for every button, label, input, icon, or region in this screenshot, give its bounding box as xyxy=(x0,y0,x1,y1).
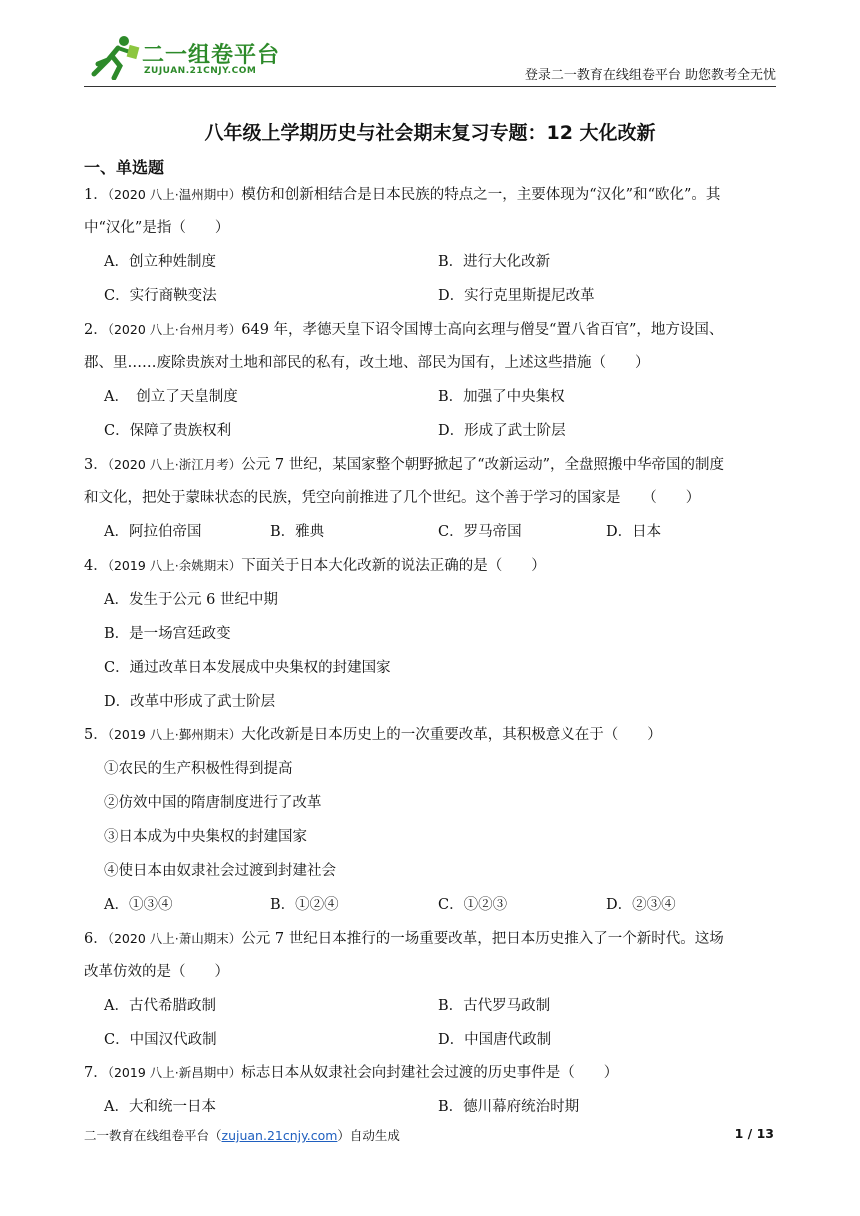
option-c[interactable]: C．通过改革日本发展成中央集权的封建国家 xyxy=(104,660,391,676)
footer-suffix: ）自动生成 xyxy=(337,1128,400,1143)
statement-3: ③日本成为中央集权的封建国家 xyxy=(104,829,307,845)
logo-subtitle: ZUJUAN.21CNJY.COM xyxy=(144,66,257,76)
question-2-line-1: 2．（2020 八上·台州月考）649 年，孝德天皇下诏令国博士高向玄理与僧旻“置八省百官”，地方设国、 xyxy=(84,322,724,338)
question-7-line-1: 7．（2019 八上·新昌期中）标志日本从奴隶社会向封建社会过渡的历史事件是（ ） xyxy=(84,1065,619,1081)
question-1-line-2: 中“汉化”是指（ ） xyxy=(84,220,230,236)
option-c[interactable]: C．实行商鞅变法 xyxy=(104,288,217,304)
option-b[interactable]: B．古代罗马政制 xyxy=(438,998,551,1014)
question-6-line-2: 改革仿效的是（ ） xyxy=(84,964,229,980)
option-a[interactable]: A．发生于公元 6 世纪中期 xyxy=(104,592,278,608)
question-5-line-1: 5．（2019 八上·鄞州期末）大化改新是日本历史上的一次重要改革，其积极意义在于（ ） xyxy=(84,727,662,743)
header-slogan: 登录二一教育在线组卷平台 助您教考全无忧 xyxy=(524,68,776,83)
footer-prefix: 二一教育在线组卷平台（ xyxy=(84,1128,222,1143)
statement-4: ④使日本由奴隶社会过渡到封建社会 xyxy=(104,863,336,879)
option-a[interactable]: A． 创立了天皇制度 xyxy=(104,389,238,405)
option-b[interactable]: B．是一场宫廷政变 xyxy=(104,626,231,642)
statement-2: ②仿效中国的隋唐制度进行了改革 xyxy=(104,795,322,811)
page-footer xyxy=(84,1126,400,1144)
option-d[interactable]: D．改革中形成了武士阶层 xyxy=(104,694,276,710)
option-c[interactable]: C．①②③ xyxy=(438,897,508,913)
question-1-line-1: 1．（2020 八上·温州期中）模仿和创新相结合是日本民族的特点之一，主要体现为“汉化”和“欧化”。其 xyxy=(84,187,721,203)
section-title: 一、单选题 xyxy=(84,158,165,177)
page-number: 1 / 13 xyxy=(734,1126,774,1141)
page-header xyxy=(84,30,776,86)
option-d[interactable]: D．②③④ xyxy=(606,897,676,913)
option-b[interactable]: B．德川幕府统治时期 xyxy=(438,1099,580,1115)
site-logo[interactable] xyxy=(84,34,284,80)
option-d[interactable]: D．日本 xyxy=(606,524,662,540)
question-2-line-2: 郡、里……废除贵族对土地和部民的私有，改土地、部民为国有，上述这些措施（ ） xyxy=(84,355,650,371)
document-title: 八年级上学期历史与社会期末复习专题：12 大化改新 xyxy=(204,122,656,144)
option-a[interactable]: A．①③④ xyxy=(104,897,173,913)
option-b[interactable]: B．雅典 xyxy=(270,524,325,540)
option-c[interactable]: C．罗马帝国 xyxy=(438,524,522,540)
option-d[interactable]: D．实行克里斯提尼改革 xyxy=(438,288,595,304)
logo-name: 二一组卷平台 xyxy=(142,43,281,68)
option-d[interactable]: D．形成了武士阶层 xyxy=(438,423,566,439)
option-a[interactable]: A．大和统一日本 xyxy=(104,1099,216,1115)
option-a[interactable]: A．古代希腊政制 xyxy=(104,998,216,1014)
question-6-line-1: 6．（2020 八上·萧山期末）公元 7 世纪日本推行的一场重要改革，把日本历史推入了一个新时代。这场 xyxy=(84,931,724,947)
option-b[interactable]: B．①②④ xyxy=(270,897,339,913)
option-d[interactable]: D．中国唐代政制 xyxy=(438,1032,552,1048)
question-3-line-2: 和文化，把处于蒙昧状态的民族，凭空向前推进了几个世纪。这个善于学习的国家是 （ ） xyxy=(84,490,701,506)
option-b[interactable]: B．加强了中央集权 xyxy=(438,389,565,405)
option-c[interactable]: C．保障了贵族权利 xyxy=(104,423,232,439)
option-a[interactable]: A．阿拉伯帝国 xyxy=(104,524,202,540)
option-b[interactable]: B．进行大化改新 xyxy=(438,254,551,270)
header-divider xyxy=(84,86,776,87)
option-a[interactable]: A．创立种姓制度 xyxy=(104,254,216,270)
running-figure-icon xyxy=(84,34,140,80)
question-4-line-1: 4．（2019 八上·余姚期末）下面关于日本大化改新的说法正确的是（ ） xyxy=(84,558,546,574)
footer-link[interactable]: zujuan.21cnjy.com xyxy=(221,1128,338,1143)
option-c[interactable]: C．中国汉代政制 xyxy=(104,1032,217,1048)
question-3-line-1: 3．（2020 八上·浙江月考）公元 7 世纪，某国家整个朝野掀起了“改新运动”，全盘照搬中华帝国的制度 xyxy=(84,457,725,473)
statement-1: ①农民的生产积极性得到提高 xyxy=(104,761,293,777)
